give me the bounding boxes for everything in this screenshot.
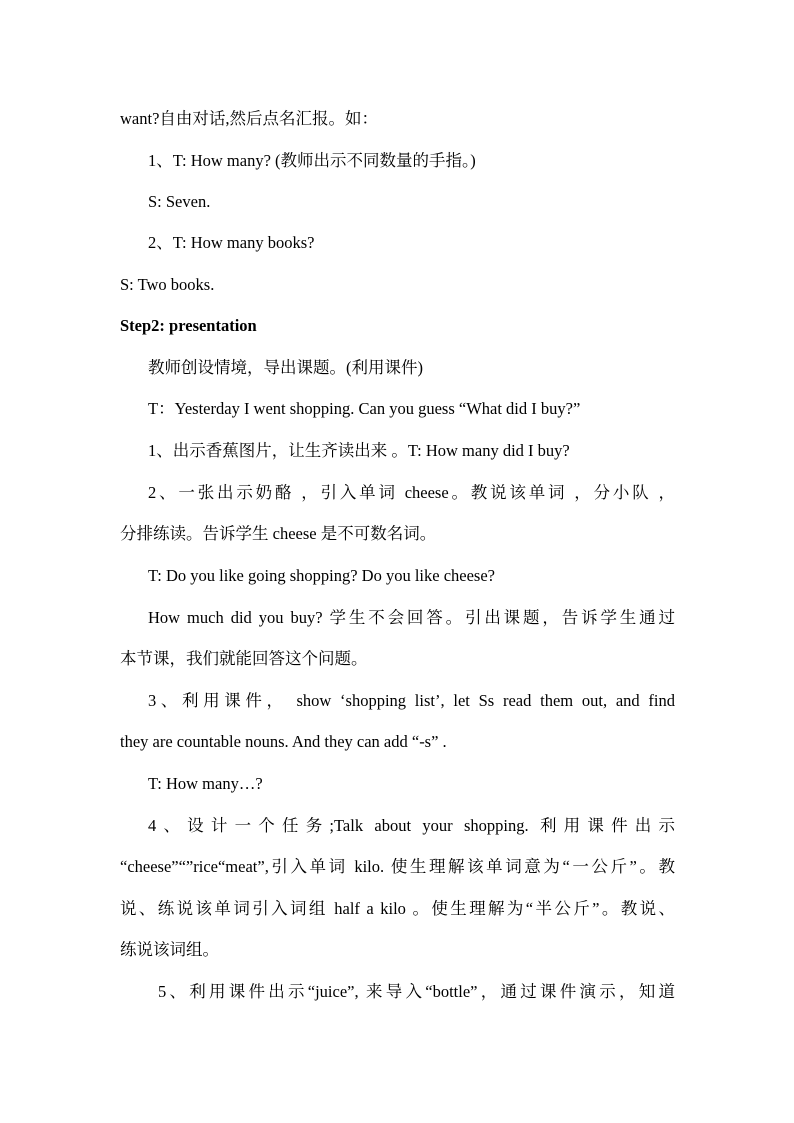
text-line: 分排练读。告诉学生 cheese 是不可数名词。 (120, 524, 437, 543)
text-line: want?自由对话,然后点名汇报。如： (120, 109, 379, 128)
text-line: 说、练说该单词引入词组 half a kilo 。使生理解为“半公斤”。教说、 (120, 899, 675, 918)
text-line: T: How many…? (148, 774, 263, 793)
text-line: 2、一张出示奶酪 ，引入单词 cheese。教说该单词 ，分小队 ， (148, 483, 675, 502)
text-line: 练说该词组。 (120, 940, 219, 959)
section-heading: Step2: presentation (120, 316, 257, 335)
text-line: 3、利用课件， show ‘shopping list’, let Ss read them out, and find (148, 691, 675, 710)
text-line: T: Do you like going shopping? Do you like cheese? (148, 566, 495, 585)
text-line: “cheese”“”rice“meat”,引入单词 kilo. 使生理解该单词意为“一公斤”。教 (120, 857, 675, 876)
text-line: S: Two books. (120, 275, 215, 294)
text-line: 1、出示香蕉图片，让生齐读出来 。T: How many did I buy? (148, 441, 570, 460)
text-line: 本节课，我们就能回答这个问题。 (120, 649, 368, 668)
text-line: 教师创设情境，导出课题。(利用课件) (148, 358, 423, 377)
text-line: 1、T: How many? (教师出示不同数量的手指。) (148, 151, 476, 170)
text-line: they are countable nouns. And they can add “-s” . (120, 732, 447, 751)
text-line: S: Seven. (148, 192, 211, 211)
text-line: How much did you buy? 学生不会回答。引出课题，告诉学生通过 (148, 608, 675, 627)
text-line: T：Yesterday I went shopping. Can you guess “What did I buy?” (148, 399, 581, 418)
text-line: 5、利用课件出示“juice”, 来导入“bottle”，通过课件演示，知道 (158, 982, 675, 1001)
text-line: 2、T: How many books? (148, 233, 315, 252)
text-line: 4、设计一个任务;Talk about your shopping. 利用课件出示 (148, 816, 675, 835)
